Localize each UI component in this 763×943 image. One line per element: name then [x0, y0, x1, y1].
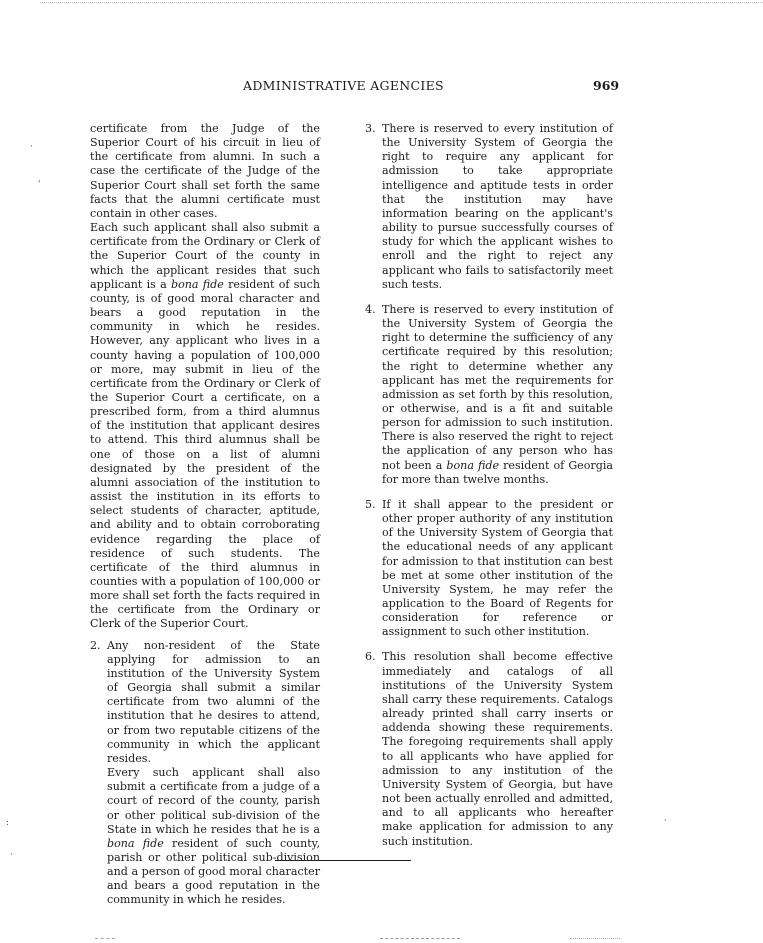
- scan-speck: ·: [30, 142, 33, 152]
- list-item-2: [90, 639, 320, 908]
- scan-speck: ·: [664, 816, 667, 826]
- list-item-3: [365, 122, 613, 292]
- scan-edge-bottom-right: [570, 938, 620, 939]
- list-item-5: [365, 498, 613, 640]
- scan-edge-bottom-center: [380, 938, 460, 939]
- list-item-4: [365, 303, 613, 487]
- scan-edge-bottom-left: [95, 938, 115, 939]
- list-item-text: This resolution shall become effective immediately and catalogs of all institutions of the University System shall carry these requirements. Catalogs already printed shall carry inserts or addenda showing these requirements. The foregoing requirements shall apply to all applicants who have applied for admission to any institution of the University System of Georgia, but have not been actually enrolled and admitted, and to all applicants who hereafter make application for admission to any such institution.: [382, 650, 613, 848]
- header-title: ADMINISTRATIVE AGENCIES: [243, 78, 444, 93]
- scan-speck: ·: [10, 850, 13, 860]
- list-item-text: Any non-resident of the State applying for admission to an institution of the University System of Georgia shall submit a similar certificate from two alumni of the institution that he desires to attend, or from two reputable citizens of the community in which the applicant resides.: [107, 638, 320, 765]
- list-item-number: 2.: [90, 638, 101, 652]
- end-rule: [275, 860, 411, 861]
- list-item-number: 6.: [365, 650, 376, 664]
- list-item-number: 4.: [365, 302, 376, 316]
- right-column: [365, 122, 613, 849]
- left-column: [90, 122, 320, 908]
- continuation-paragraph: certificate from the Judge of the Superior Court of his circuit in lieu of the certificate from alumni. In such a case the certificate of the Judge of the Superior Court shall set forth the same facts that the alumni certificate must contain in other cases.: [90, 122, 320, 220]
- list-item-6: [365, 650, 613, 848]
- list-item-text: There is reserved to every institution of the University System of Georgia the right to determine the sufficiency of any certificate required by this resolution; the right to determine whether any applicant has met the requirements for admission as set forth by this resolution, or otherwise, and is a fit and suitable person for admission to such institution. There is also reserved the right to reject the application of any person who has not been a bona fide resident of Georgia for more than twelve months.: [382, 302, 613, 486]
- list-item-text: There is reserved to every institution of the University System of Georgia the right to require any applicant for admission to take appropriate intelligence and aptitude tests in order that the institution may have information bearing on the applicant's ability to pursue successfully courses of study for which the applicant wishes to enroll and the right to reject any applicant who fails to satisfactorily meet such tests.: [382, 122, 613, 291]
- list-item-number: 5.: [365, 497, 376, 511]
- list-item-number: 3.: [365, 122, 376, 135]
- scan-speck: :: [6, 818, 10, 828]
- running-header: [0, 78, 763, 98]
- scan-speck: ': [38, 180, 41, 190]
- list-item-text-continued: Every such applicant shall also submit a certificate from a judge of a court of record of the county, parish or other political sub-division of the State in which he resides that he is a bona fide resident of such county, parish or other political sub-division and a person of good moral character and bears a good reputation in the community in which he resides.: [107, 766, 320, 907]
- page-number: 969: [593, 78, 620, 93]
- residence-certificate-paragraph: Each such applicant shall also submit a certificate from the Ordinary or Clerk of the Superior Court of the county in which the applicant resides that such applicant is a bona fide resident of such county, is of good moral character and bears a good reputation in the community in which he resides. However, any applicant who lives in a county having a population of 100,000 or more, may submit in lieu of the certificate from the Ordinary or Clerk of the Superior Court a certificate, on a prescribed form, from a third alumnus of the institution that applicant desires to attend. This third alumnus shall be one of those on a list of alumni designated by the president of the alumni association of the institution to assist the institution in its efforts to select students of character, aptitude, and ability and to obtain corroborating evidence regarding the place of residence of such students. The certificate of the third alumnus in counties with a population of 100,000 or more shall set forth the facts required in the certificate from the Ordinary or Clerk of the Superior Court.: [90, 221, 320, 631]
- scan-edge-top: [40, 2, 763, 3]
- list-item-text: If it shall appear to the president or other proper authority of any institution of the University System of Georgia that the educational needs of any applicant for admission to that institution can best be met at some other institution of the University System, he may refer the application to the Board of Regents for consideration for reference or assignment to such other institution.: [382, 497, 613, 639]
